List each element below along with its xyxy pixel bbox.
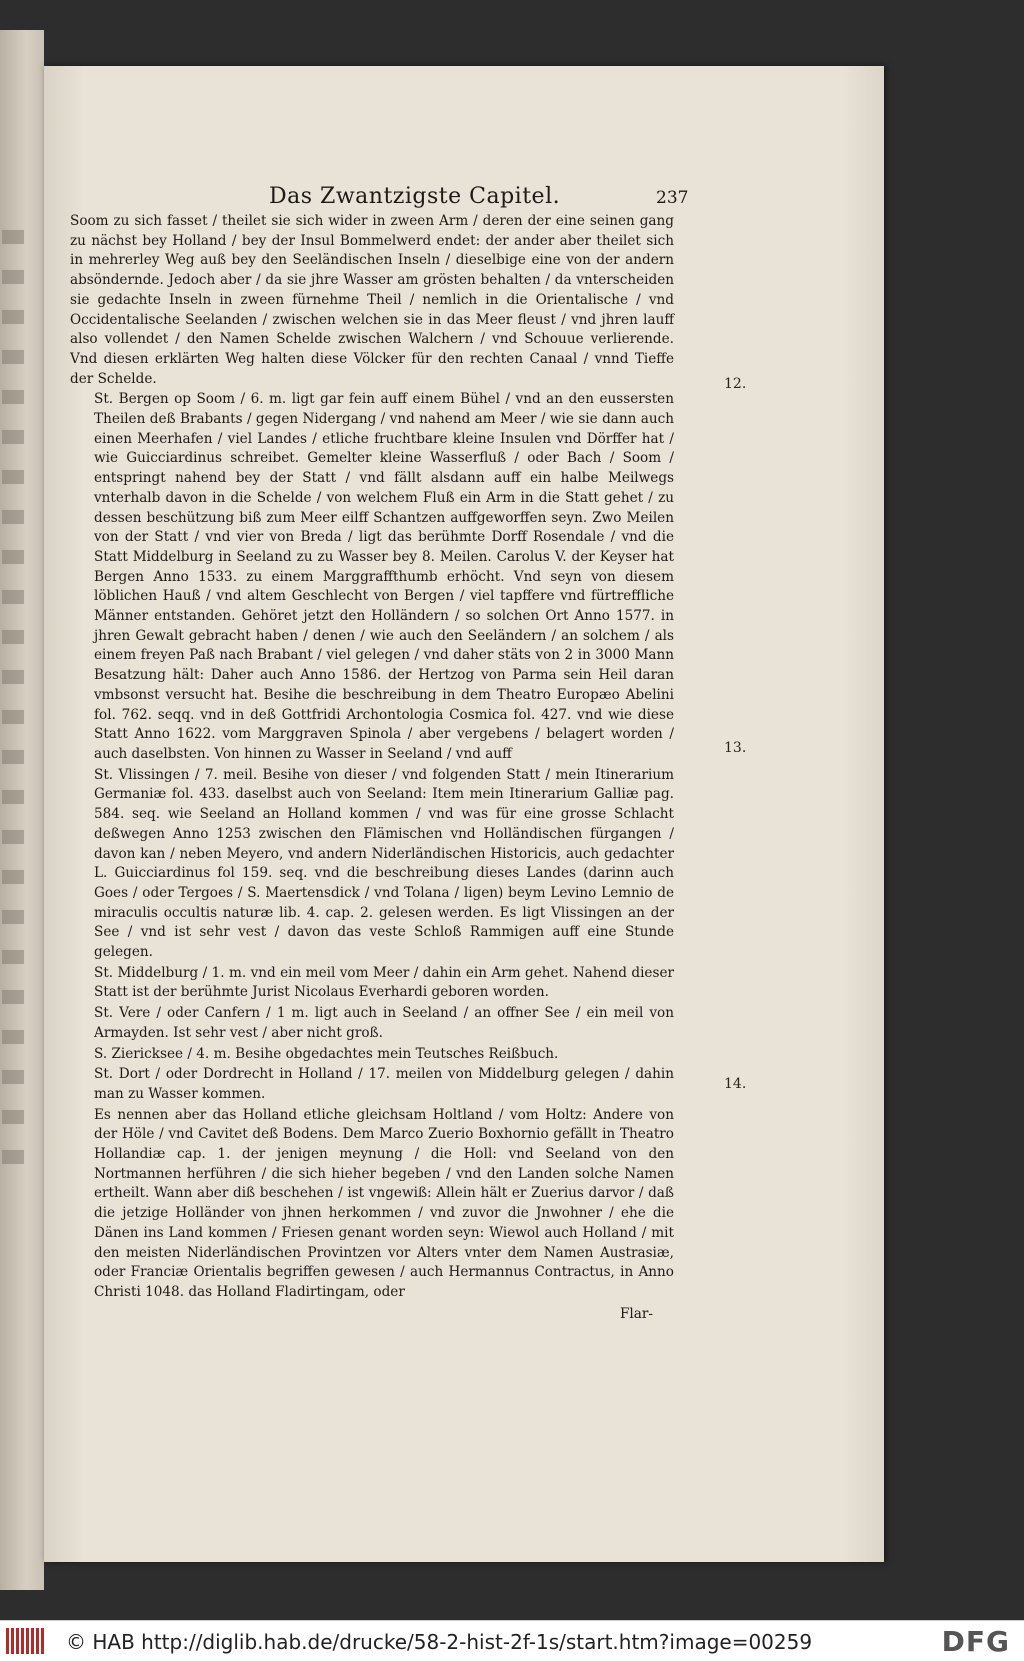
paragraph-holland: Es nennen aber das Holland etliche gleichsam Holtland / vom Holtz: Andere von der Höle / vnd Cavitet deß Bodens. Dem Marco Zuerio Boxhornio gefällt in Theatro Hollandiæ cap. 1. der jenigen meynung / die Holl: vnd Seeland von den Nortmannen herführen / die sich hieher begeben / vnd den Landen solche Namen ertheilt. Wann aber diß beschehen / ist vngewiß: Allein hält er Zuerius darvor / daß die jetzige Holländer von jhnen herkommen / vnd zuvor die Jnwohner / ehe die Dänen ins Land kommen / Friesen genant worden seyn: Wiewol auch Holland / mit den meisten Niderländischen Provintzen vor Alters vnter dem Namen Austrasiæ, oder Franciæ Orientalis begriffen gewesen / auch Hermannus Contractus, in Anno Christi 1048. das Holland Fladirtingam, oder <box>94 1106 674 1300</box>
paragraph-vlissingen: St. Vlissingen / 7. meil. Besihe von dieser / vnd folgenden Statt / mein Itinerarium Germaniæ fol. 433. daselbst auch von Seeland: Item mein Itinerarium Galliæ pag. 584. seq. wie Seeland an Holland kommen / vnd was für eine grosse Schlacht deßwegen Anno 1253 zwischen den Flämischen vnd Holländischen fürgangen / davon kan / neben Meyero, vnd andern Niderländischen Historicis, auch gedachter L. Guicciardinus fol 159. seq. vnd die beschreibung dieses Landes (darinn auch Goes / oder Tergoes / S. Maertensdick / vnd Tolana / ligen) beym Levino Lemnio de miraculis occultis naturæ lib. 4. cap. 2. gelesen werden. Es ligt Vlissingen an der See / vnd ist sehr vest / davon das veste Schloß Rammigen auff eine Stunde gelegen. <box>94 766 674 961</box>
page-number: 237 <box>656 188 689 208</box>
body-text <box>70 212 674 1303</box>
dfg-logo: DFG <box>941 1625 1010 1658</box>
paragraph-vere: St. Vere / oder Canfern / 1 m. ligt auch in Seeland / an offner See / ein meil von Armayden. Ist sehr vest / aber nicht groß. <box>94 1005 674 1041</box>
copyright-url[interactable]: © HAB http://diglib.hab.de/drucke/58-2-hist-2f-1s/start.htm?image=00259 <box>66 1630 813 1654</box>
paragraph-dordrecht: St. Dort / oder Dordrecht in Holland / 17. meilen von Middelburg gelegen / dahin man zu Wasser kommen. <box>94 1066 674 1102</box>
chapter-title: Das Zwantzigste Capitel. <box>269 184 561 209</box>
paragraph-middelburg: St. Middelburg / 1. m. vnd ein meil vom Meer / dahin ein Arm gehet. Nahend dieser Statt ist der berühmte Jurist Nicolaus Everhardi geboren worden. <box>94 964 674 1001</box>
previous-page-edge <box>0 30 44 1590</box>
paragraph-bergen-op-soom: St. Bergen op Soom / 6. m. ligt gar fein auff einem Bühel / vnd an den eussersten Theilen deß Brabants / gegen Nidergang / vnd nahend am Meer / wie sie dann auch einen Meerhafen / viel Landes / etliche fruchtbare kleine Insulen vnd Dörffer hat / wie Guicciardinus schreibet. Gemelter kleine Wasserfluß / oder Bach / Soom / entspringt nahend bey der Statt / vnd fällt alsdann auff ein halbe Meilwegs vnterhalb davon in die Schelde / von welchem Fluß ein Arm in die Statt gehet / zu dessen beschützung biß zum Meer eilff Schantzen auffgeworffen seyn. Zwo Meilen von der Statt / vnd vier von Breda / ligt das berühmte Dorff Rosendale / vnd die Statt Middelburg in Seeland zu zu Wasser bey 8. Meilen. Carolus V. der Keyser hat Bergen Anno 1533. zu einem Marggraffthumb erhöcht. Vnd seyn von diesem löblichen Hauß / vnd altem Geschlecht von Bergen / viel tapffere vnd fürtreffliche Männer entstanden. Gehöret jetzt den Holländern / so solchen Ort Anno 1577. in jhren Gewalt gebracht haben / denen / wie auch den Seeländern / an solchem / als einem freyen Paß nach Brabant / viel gelegen / vnd daher stäts von 2 in 3000 Mann Besatzung hält: Daher auch Anno 1586. der Hertzog von Parma sein Heil daran vmbsonst versucht hat. Besihe die beschreibung in dem Theatro Europæo Abelini fol. 762. seqq. vnd in deß Gottfridi Archontologia Cosmica fol. 427. vnd wie diese Statt Anno 1622. vom Marggraven Spinola / aber vergebens / belagert worden / auch daselbsten. Von hinnen zu Wasser in Seeland / vnd auff <box>94 391 674 762</box>
barcode-icon <box>6 1628 46 1654</box>
margin-number-13: 13. <box>724 740 747 756</box>
margin-number-12: 12. <box>724 376 747 392</box>
running-header <box>44 184 884 214</box>
paragraph-ziericksee: S. Ziericksee / 4. m. Besihe obgedachtes mein Teutsches Reißbuch. <box>94 1045 559 1062</box>
margin-number-14: 14. <box>724 1076 747 1092</box>
paragraph: Soom zu sich fasset / theilet sie sich wider in zween Arm / deren der eine seinen gang zu nächst bey Holland / bey der Insul Bommelwerd endet: der ander aber theilet sich in mehrerley Weg auß bey den Seeländischen Inseln / dieselbige eine von der andern absöndernde. Jedoch aber / da sie jhre Wasser am grösten behalten / da vnterscheiden sie gedachte Inseln in zween fürnehme Theil / nemlich in die Orientalische / vnd Occidentalische Seelanden / zwischen welchen sie in das Meer fleust / vnd jhren lauff also vollendet / den Namen Schelde zwischen Walchern / vnd Schouue verlierende. Vnd diesen erklärten Weg halten diese Völcker für den rechten Canaal / vnnd Tieffe der Schelde. <box>70 213 674 387</box>
catchword: Flar- <box>620 1306 653 1322</box>
footer-bar <box>0 1620 1024 1661</box>
book-page <box>44 66 884 1562</box>
